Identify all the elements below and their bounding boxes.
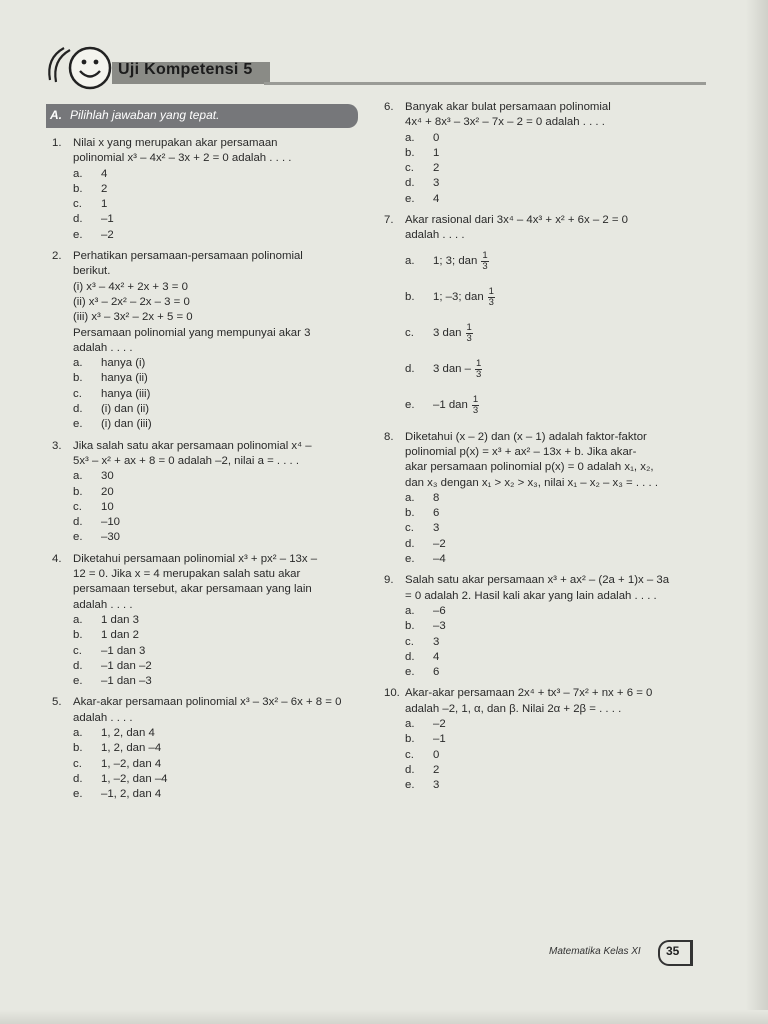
answer-option [405,748,706,763]
option-letter: b. [73,182,83,195]
fraction [466,323,473,344]
answer-option [405,506,706,521]
section-instruction: Pilihlah jawaban yang tepat. [70,108,220,122]
answer-option [405,280,706,316]
answer-option [405,491,706,506]
question-3 [52,439,364,546]
option-text: 10 [101,500,114,513]
answer-option [405,665,706,680]
option-letter: d. [73,516,83,529]
answer-option [73,726,364,741]
option-text: 20 [101,485,114,498]
question-number: 6. [384,101,394,113]
answer-option [405,635,706,650]
option-letter: a. [405,255,415,268]
page-edge-shadow [746,0,768,1024]
fraction-numerator: 1 [488,286,494,298]
page-bottom-shadow [0,1010,768,1024]
answer-option [73,674,364,689]
answer-option [405,619,706,634]
option-text: –1 dan 3 [101,644,146,657]
option-text: 0 [433,131,440,144]
stem-line: adalah . . . . [73,711,133,724]
option-letter: d. [405,650,415,663]
answer-option [405,650,706,665]
answer-option [73,757,364,772]
option-letter: c. [73,198,82,211]
stem-line: Akar rasional dari 3x⁴ – 4x³ + x² + 6x – 2 = 0 [405,214,629,227]
option-text: –10 [101,516,121,529]
stem-line: Banyak akar bulat persamaan polinomial [405,101,611,113]
option-letter: c. [405,748,414,761]
question-stem [405,573,706,604]
question-stem [405,100,706,131]
header-rule [264,82,706,85]
option-letter: c. [73,500,82,513]
option-letter: b. [73,629,83,642]
answer-option [73,772,364,787]
option-text: 0 [433,748,440,761]
answer-option [73,515,364,530]
option-letter: c. [405,327,414,340]
option-text: 6 [433,666,440,679]
option-letter: e. [73,531,83,544]
question-10 [384,686,706,793]
option-letter: d. [73,772,83,785]
page-number: 35 [666,944,680,958]
option-text: 1 dan 3 [101,613,140,626]
stem-line: Jika salah satu akar persamaan polinomial x⁴ – [73,439,312,452]
option-letter: c. [73,757,82,770]
stem-line: (i) x³ – 4x² + 2x + 3 = 0 [73,280,188,293]
question-stem [73,552,364,613]
option-text: –4 [433,553,446,566]
stem-line: adalah . . . . [405,229,465,242]
option-text: 4 [433,192,440,205]
option-letter: e. [73,788,83,801]
option-letter: e. [405,553,415,566]
stem-line: persamaan tersebut, akar persamaan yang lain [73,583,312,596]
section-letter: A. [50,108,62,122]
option-letter: b. [405,291,415,304]
option-letter: a. [73,357,83,370]
question-number: 7. [384,214,394,227]
answer-option [405,388,706,424]
option-letter: c. [73,387,82,400]
option-letter: c. [405,635,414,648]
option-letter: d. [73,403,83,416]
stem-line: (ii) x³ – 2x² – 2x – 3 = 0 [73,295,190,308]
stem-line: Akar-akar persamaan 2x⁴ + tx³ – 7x² + nx + 6 = 0 [405,687,653,700]
answer-option [405,146,706,161]
stem-line: polinomial p(x) = x³ + ax² – 13x + b. Jika akar- [405,445,637,458]
question-8 [384,430,706,568]
option-text: –1 [101,213,114,226]
option-letter: a. [73,726,83,739]
question-stem [73,136,364,167]
answer-option [73,182,364,197]
option-letter: e. [73,418,83,431]
option-text: 3 dan – [433,363,472,376]
answer-option [405,192,706,207]
option-text: 6 [433,507,440,520]
question-2 [52,249,364,433]
option-text: –3 [433,620,446,633]
answer-option [73,197,364,212]
option-text: 3 [433,177,440,190]
stem-line: 12 = 0. Jika x = 4 merupakan salah satu akar [73,568,301,581]
option-letter: d. [73,213,83,226]
stem-line: berikut. [73,265,111,278]
answer-option [405,732,706,747]
option-text: 3 dan [433,327,462,340]
fraction-numerator: 1 [476,358,482,370]
option-text: 1 [101,198,108,211]
answer-option [73,485,364,500]
answer-option [73,628,364,643]
option-text: –6 [433,604,446,617]
option-text: –1, 2, dan 4 [101,788,162,801]
stem-line: (iii) x³ – 3x² – 2x + 5 = 0 [73,311,193,324]
option-text: hanya (ii) [101,372,148,385]
fraction-numerator: 1 [472,394,479,406]
option-letter: a. [405,718,415,731]
answer-option [405,316,706,352]
option-letter: d. [405,537,415,550]
option-letter: a. [73,613,83,626]
fraction [488,287,495,308]
stem-line: Akar-akar persamaan polinomial x³ – 3x² – 6x + 8 = 0 [73,696,342,709]
option-letter: a. [405,604,415,617]
stem-line: akar persamaan polinomial p(x) = 0 adalah x₁, x₂, [405,461,654,474]
option-letter: b. [73,372,83,385]
option-letter: d. [405,763,415,776]
question-stem [73,695,364,726]
option-text: 4 [433,650,440,663]
option-text: 2 [101,182,108,195]
option-letter: d. [405,363,415,376]
answer-option [73,741,364,756]
answer-option [405,717,706,732]
stem-line: 5x³ – x² + ax + 8 = 0 adalah –2, nilai a = . . . . [73,454,300,467]
answer-option [405,552,706,567]
option-letter: b. [73,742,83,755]
question-number: 2. [52,250,62,263]
option-letter: c. [405,522,414,535]
question-number: 10. [384,687,400,700]
option-text: 3 [433,779,440,792]
stem-line: 4x⁴ + 8x³ – 3x² – 7x – 2 = 0 adalah . . . . [405,116,605,129]
answer-option [73,500,364,515]
option-letter: b. [405,733,415,746]
option-text: 4 [101,167,108,180]
answer-option [405,604,706,619]
option-letter: b. [405,620,415,633]
footer-book-title: Matematika Kelas XI [549,946,641,957]
fraction-numerator: 1 [466,322,472,334]
option-text: 2 [433,162,440,175]
option-text: 8 [433,491,440,504]
option-letter: e. [405,666,415,679]
left-column [52,136,364,808]
option-text: –2 [433,537,446,550]
option-text: 1 dan 2 [101,629,140,642]
fraction-denominator: 3 [472,405,479,417]
question-number: 8. [384,430,394,443]
option-text: (i) dan (ii) [101,403,150,416]
question-9 [384,573,706,680]
option-text: 1; –3; dan [433,291,484,304]
option-letter: c. [405,162,414,175]
option-letter: a. [73,167,83,180]
question-number: 9. [384,574,394,587]
option-text: –2 [101,228,114,241]
question-number: 3. [52,439,62,452]
question-4 [52,552,364,690]
option-letter: a. [73,470,83,483]
option-letter: d. [73,659,83,672]
option-text: 1, –2, dan 4 [101,757,162,770]
option-text: 3 [433,522,440,535]
question-5 [52,695,364,802]
option-letter: e. [405,399,415,412]
answer-option [405,763,706,778]
option-letter: c. [73,644,82,657]
question-1 [52,136,364,243]
option-text: 1, 2, dan –4 [101,742,162,755]
stem-line: adalah –2, 1, α, dan β. Nilai 2α + 2β = . . . . [405,702,622,715]
option-letter: b. [405,507,415,520]
answer-option [405,176,706,191]
answer-option [73,387,364,402]
answer-option [405,161,706,176]
stem-line: Perhatikan persamaan-persamaan polinomial [73,250,303,263]
answer-option [73,659,364,674]
fraction-denominator: 3 [466,333,472,345]
option-text: 2 [433,763,440,776]
answer-option [405,521,706,536]
stem-line: Salah satu akar persamaan x³ + ax² – (2a + 1)x – 3a [405,574,670,587]
option-text: 30 [101,470,114,483]
answer-option [73,417,364,432]
fraction [472,395,479,416]
option-letter: e. [405,779,415,792]
question-6 [384,100,706,207]
option-text: hanya (i) [101,357,146,370]
option-text: (i) dan (iii) [101,418,152,431]
question-7 [384,213,706,424]
answer-option [73,212,364,227]
answer-option [73,613,364,628]
stem-line: Diketahui persamaan polinomial x³ + px² – 13x – [73,552,318,565]
answer-option [73,530,364,545]
fraction-denominator: 3 [476,369,482,381]
answer-option [405,778,706,793]
stem-line: adalah . . . . [73,341,133,354]
question-number: 4. [52,552,62,565]
fraction-denominator: 3 [488,297,494,309]
option-letter: b. [73,485,83,498]
fraction [475,359,482,380]
question-number: 1. [52,137,62,149]
answer-option [405,131,706,146]
option-letter: d. [405,177,415,190]
option-letter: e. [405,192,415,205]
answer-option [73,356,364,371]
option-text: 1, 2, dan 4 [101,726,155,739]
stem-line: dan x₃ dengan x₁ > x₂ > x₃, nilai x₁ – x₂ – x₃ = . . . . [405,476,659,489]
smiley-logo-icon [42,40,114,92]
option-text: 1; 3; dan [433,255,478,268]
answer-option [73,402,364,417]
option-letter: e. [73,675,83,688]
option-text: hanya (iii) [101,387,151,400]
question-stem [73,439,364,470]
option-text: –1 dan [433,399,468,412]
question-stem [405,686,706,717]
answer-option [405,352,706,388]
right-column [384,100,706,800]
option-letter: e. [73,228,83,241]
option-text: –1 [433,733,446,746]
answer-option [405,537,706,552]
stem-line: adalah . . . . [73,598,133,611]
stem-line: Nilai x yang merupakan akar persamaan [73,137,278,149]
option-text: 1 [433,146,440,159]
question-stem [405,213,706,244]
page-title: Uji Kompetensi 5 [118,61,253,78]
fraction-denominator: 3 [482,261,488,273]
stem-line: Persamaan polinomial yang mempunyai akar 3 [73,326,311,339]
fraction-numerator: 1 [482,250,488,262]
answer-option [73,644,364,659]
answer-option [73,167,364,182]
answer-option [73,469,364,484]
option-text: –30 [101,531,121,544]
option-letter: a. [405,491,415,504]
answer-option [73,228,364,243]
answer-option [73,371,364,386]
option-text: 3 [433,635,440,648]
fraction [481,251,488,272]
answer-option [405,244,706,280]
question-stem [73,249,364,356]
stem-line: polinomial x³ – 4x² – 3x + 2 = 0 adalah . . . . [73,152,292,165]
option-letter: b. [405,146,415,159]
stem-line: Diketahui (x – 2) dan (x – 1) adalah faktor-faktor [405,430,647,443]
option-text: 1, –2, dan –4 [101,772,168,785]
option-letter: a. [405,131,415,144]
option-text: –2 [433,718,446,731]
question-stem [405,430,706,491]
option-text: –1 dan –2 [101,659,152,672]
question-number: 5. [52,696,62,709]
stem-line: = 0 adalah 2. Hasil kali akar yang lain adalah . . . . [405,589,657,602]
answer-option [73,787,364,802]
option-text: –1 dan –3 [101,675,152,688]
